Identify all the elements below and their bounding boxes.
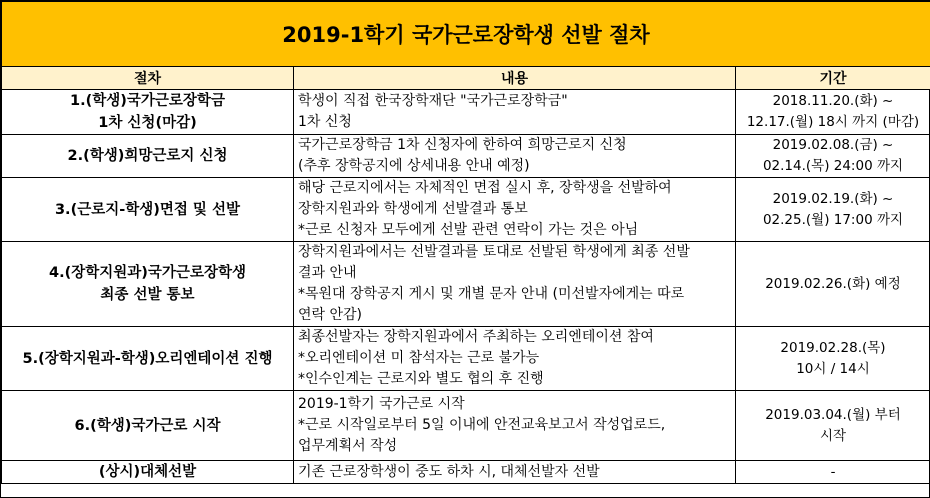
content-line: 연락 안감) [298,307,363,323]
content-line: 국가근로장학금 1차 신청자에 한하여 희망근로지 신청 [298,137,627,153]
period-cell [736,178,930,242]
content-line: *근로 신청자 모두에게 선발 관련 연락이 가는 것은 아님 [298,222,639,238]
period-line: 02.14.(목) 24:00 까지 [762,158,904,174]
header-step: 절차 [2,67,294,90]
content-line: 1차 신청 [298,114,352,130]
content-line: 기존 근로장학생이 중도 하차 시, 대체선발자 선발 [298,463,600,480]
content-cell [294,327,736,391]
step-line: 2.(학생)희망근로지 신청 [67,148,228,164]
table-row [2,461,930,484]
table-row [2,90,930,135]
table-row [2,327,930,391]
period-line: - [830,463,836,480]
period-cell [736,327,930,391]
period-line: 12.17.(월) 18시 까지 (마감) [746,114,920,130]
period-cell [736,461,930,484]
step-cell [2,391,294,461]
step-cell [2,178,294,242]
step-cell [2,242,294,327]
header-content: 내용 [294,67,736,90]
step-line: 4.(장학지원과)국가근로장학생 [49,265,246,281]
table-row [2,135,930,178]
step-line: 3.(근로지-학생)면접 및 선발 [54,201,241,218]
content-cell [294,461,736,484]
sheet-title: 2019-1학기 국가근로장학생 선발 절차 [2,2,930,67]
step-line: 6.(학생)국가근로 시작 [74,417,221,434]
content-line: 결과 안내 [298,265,357,281]
period-cell [736,242,930,327]
period-line: 2019.03.04.(월) 부터 [765,406,901,423]
content-line: *목원대 장학공지 게시 및 개별 문자 안내 (미선발자에게는 따로 [298,286,685,302]
content-line: 2019-1학기 국가근로 시작 [298,396,465,412]
content-line: 해당 근로지에서는 자체적인 면접 실시 후, 장학생을 선발하여 [298,180,672,196]
step-cell [2,327,294,391]
procedure-table [1,1,930,484]
table-row [2,391,930,461]
content-line: 장학지원과에서는 선발결과를 토대로 선발된 학생에게 최종 선발 [298,244,690,260]
header-row [2,67,930,90]
table-row [2,242,930,327]
step-line: 1차 신청(마감) [98,115,197,131]
period-line: 10시 / 14시 [796,360,870,377]
step-cell [2,90,294,135]
period-line: 2018.11.20.(화) ~ [772,93,894,109]
period-line: 2019.02.19.(화) ~ [772,190,894,207]
content-cell [294,242,736,327]
content-line: 학생이 직접 한국장학재단 "국가근로장학금" [298,93,568,109]
period-cell [736,90,930,135]
content-line: *근로 시작일로부터 5일 이내에 안전교육보고서 작성업로드, [298,417,666,433]
content-line: 최종선발자는 장학지원과에서 주최하는 오리엔테이션 참여 [298,329,654,345]
period-cell [736,135,930,178]
step-line: 1.(학생)국가근로장학금 [70,93,225,109]
content-line: 장학지원과와 학생에게 선발결과 통보 [298,201,528,217]
content-line: (추후 장학공지에 상세내용 안내 예정) [298,158,530,174]
header-period: 기간 [736,67,930,90]
step-cell [2,461,294,484]
content-cell [294,178,736,242]
content-line: *오리엔테이션 미 참석자는 근로 불가능 [298,350,540,366]
table-row [2,178,930,242]
period-line: 2019.02.26.(화) 예정 [765,275,901,292]
step-line: (상시)대체선발 [98,464,197,480]
content-cell [294,90,736,135]
content-line: *인수인계는 근로지와 별도 협의 후 진행 [298,371,544,387]
period-line: 02.25.(월) 17:00 까지 [762,211,904,228]
content-cell [294,135,736,178]
step-line: 최종 선발 통보 [100,287,195,303]
period-cell [736,391,930,461]
step-cell [2,135,294,178]
period-line: 시작 [819,427,847,444]
step-line: 5.(장학지원과-학생)오리엔테이션 진행 [22,350,273,367]
period-line: 2019.02.28.(목) [780,339,886,356]
period-line: 2019.02.08.(금) ~ [772,137,894,153]
content-cell [294,391,736,461]
content-line: 업무계획서 작성 [298,438,398,454]
title-row [2,2,930,67]
